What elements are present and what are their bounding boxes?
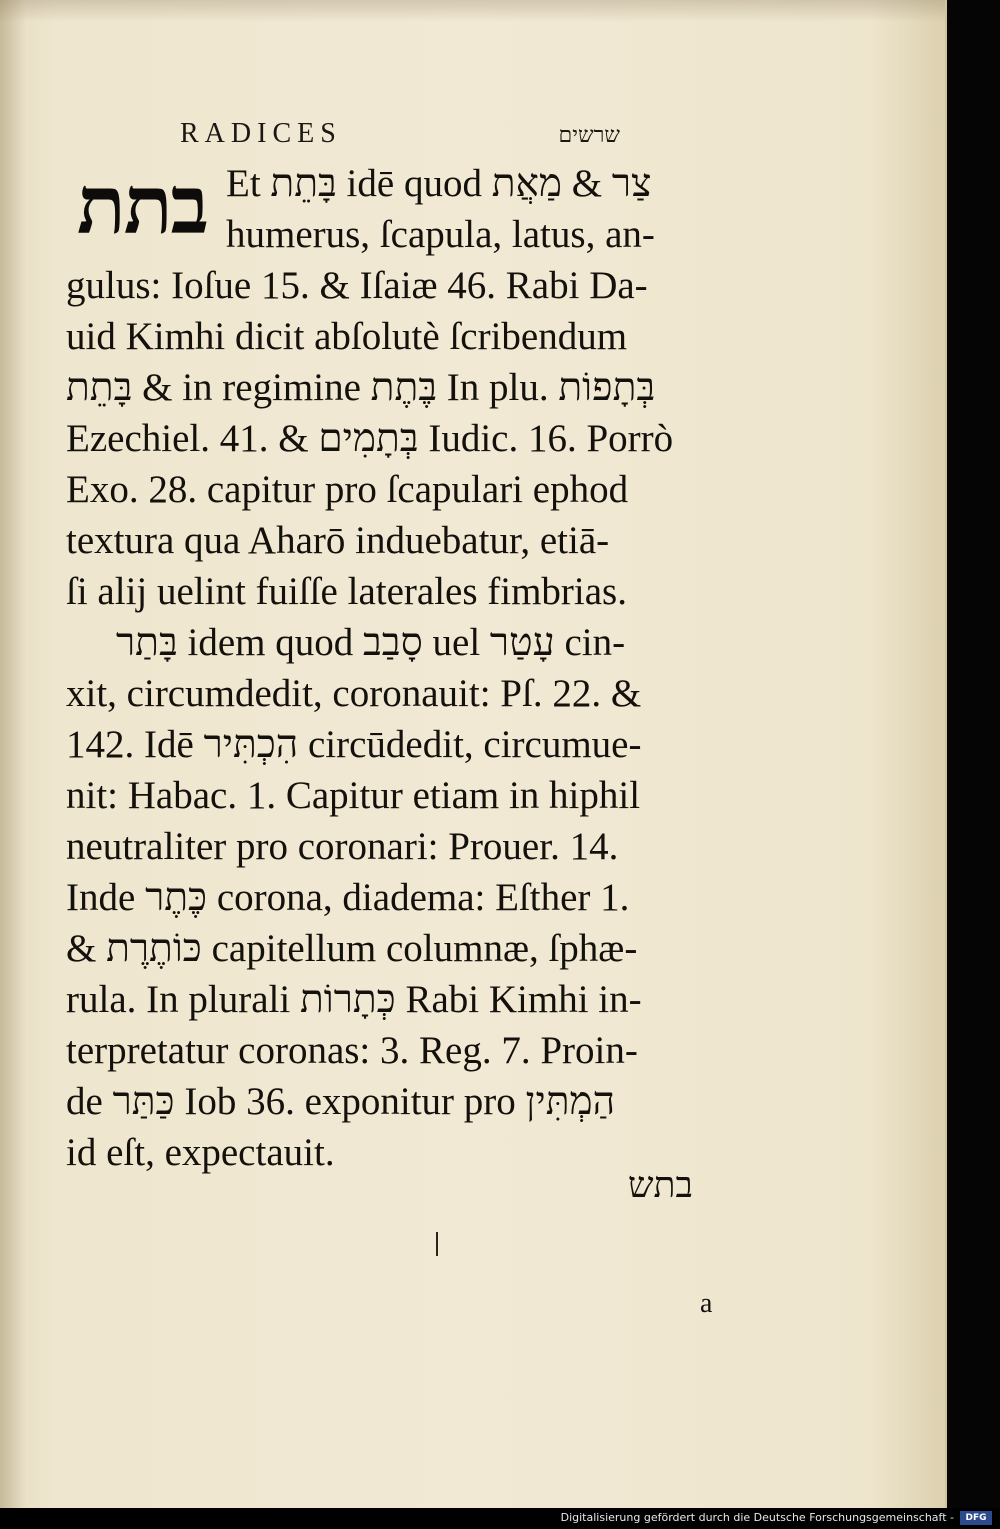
running-head-hebrew: שרשים bbox=[558, 123, 620, 148]
entry-body bbox=[66, 158, 726, 1178]
text-line: xit, circumdedit, coronauit: Pſ. 22. & bbox=[66, 672, 642, 715]
running-head-latin: RADICES bbox=[180, 118, 342, 149]
text-line: 142. Idē הִכְתִּיר circūdedit, circumue- bbox=[66, 723, 642, 766]
print-mark bbox=[436, 1232, 438, 1256]
text-line: de כַּתַּר Iob 36. exponitur pro הַמְתִּין bbox=[66, 1080, 616, 1123]
text-line: terpretatur coronas: 3. Reg. 7. Proin- bbox=[66, 1029, 638, 1072]
text-line: textura qua Aharō induebatur, etiā- bbox=[66, 519, 610, 562]
text-line: בָּתַר idem quod סָבַב uel עָטַר cin- bbox=[116, 621, 626, 664]
catchword: בתש bbox=[628, 1165, 693, 1206]
text-line: Exo. 28. capitur pro ſcapulari ephod bbox=[66, 468, 629, 511]
text-line: ſi alij uelint fuiſſe laterales fimbrias. bbox=[66, 570, 627, 613]
text-line: uid Kimhi dicit abſolutè ſcribendum bbox=[66, 315, 628, 358]
root-word-heading: בתת bbox=[76, 158, 208, 252]
text-line: nit: Habac. 1. Capitur etiam in hiphil bbox=[66, 774, 641, 817]
dfg-logo-icon: DFG bbox=[960, 1511, 992, 1525]
page-header bbox=[180, 118, 620, 154]
text-line: id eſt, expectauit. bbox=[66, 1131, 335, 1174]
text-line: Inde כֶּתֶר corona, diadema: Eſther 1. bbox=[66, 876, 630, 919]
text-line: neutraliter pro coronari: Prouer. 14. bbox=[66, 825, 619, 868]
text-line: Ezechiel. 41. & בְּתָמִים Iudic. 16. Porrò bbox=[66, 417, 674, 460]
text-line: Et בָּתֵת idē quod צַר & מַאֲת bbox=[226, 162, 652, 205]
text-line: & כּוֹתֶרֶת capitellum columnæ, ſphæ- bbox=[66, 927, 638, 970]
page-gutter-shadow bbox=[0, 0, 26, 1508]
footer-credit: Digitalisierung gefördert durch die Deutsche Forschungsgemeinschaft - bbox=[560, 1511, 954, 1524]
signature-mark: a bbox=[700, 1288, 713, 1319]
text-line: rula. In plurali כְּתָרוֹת Rabi Kimhi in- bbox=[66, 978, 642, 1021]
page-top-shadow bbox=[0, 0, 945, 22]
text-line: gulus: Ioſue 15. & Iſaiæ 46. Rabi Da- bbox=[66, 264, 648, 307]
text-line: humerus, ſcapula, latus, an- bbox=[226, 213, 655, 256]
text-line: בָּתֵת & in regimine בֶּתֶת In plu. בְּתָפוֹת bbox=[66, 366, 656, 409]
